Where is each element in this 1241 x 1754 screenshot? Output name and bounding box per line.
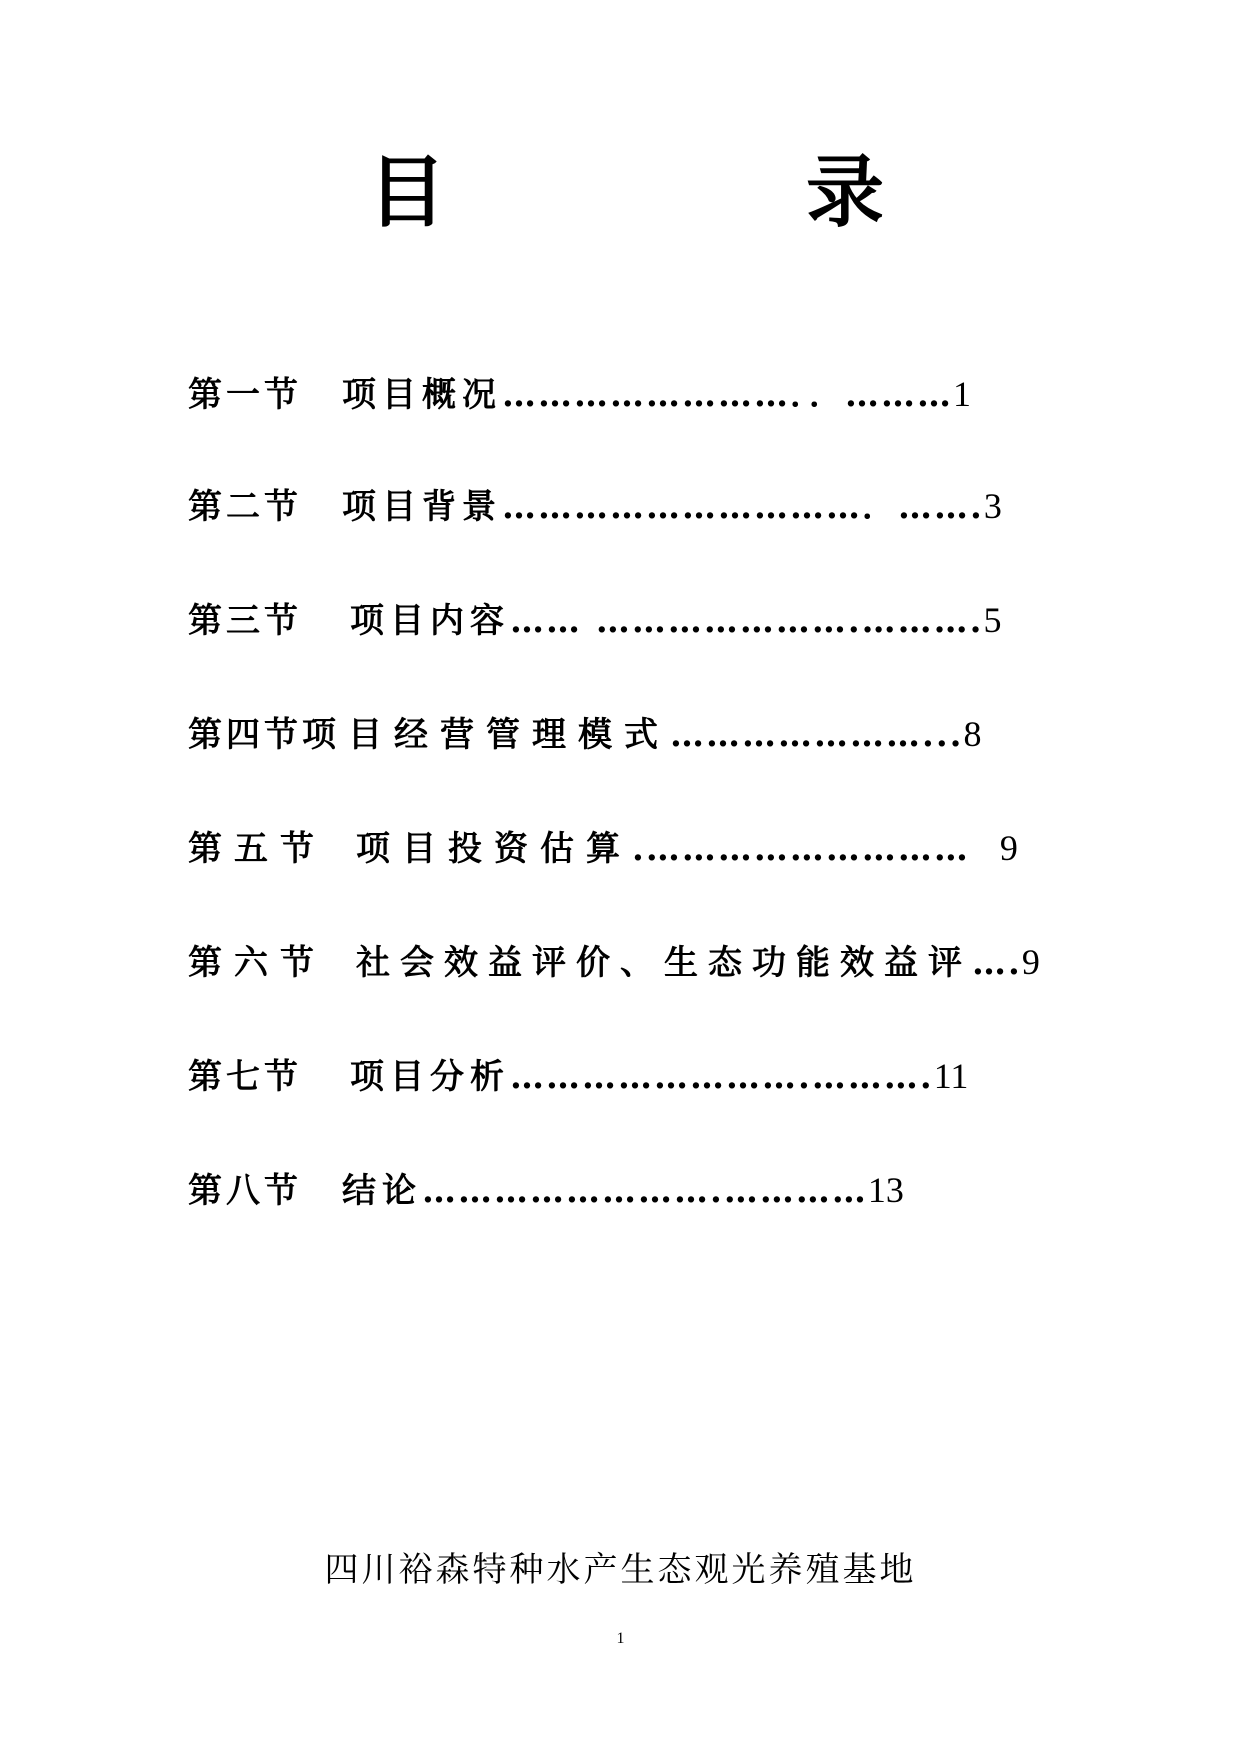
toc-page-number: 13: [867, 1170, 904, 1210]
toc-section-label: 第七节: [188, 1057, 302, 1097]
toc-entry-title: 项目内容: [350, 601, 510, 641]
toc-page-number: 9: [999, 828, 1018, 868]
toc-entry[interactable]: [188, 824, 1058, 872]
toc-entry[interactable]: [188, 1166, 1058, 1214]
toc-page-number: 9: [1021, 942, 1040, 982]
toc-leader-dots: …………………….…………: [422, 1171, 868, 1211]
page-number: 1: [616, 1630, 625, 1647]
toc-page-number: 1: [953, 374, 971, 414]
toc-entry[interactable]: [188, 370, 1058, 418]
toc-section-label: 第三节: [188, 601, 302, 641]
toc-entry[interactable]: [188, 596, 1058, 644]
toc-entry[interactable]: [188, 938, 1058, 986]
toc-section-label: 第二节: [188, 487, 302, 527]
toc-leader-dots: …………………………．…….: [502, 487, 984, 527]
toc-leader-dots: ….: [972, 943, 1022, 983]
toc-page-number: 3: [983, 486, 1002, 526]
toc-title-char-1: 目: [368, 148, 447, 238]
toc-leader-dots: .………………………: [632, 829, 970, 869]
toc-leader-dots: …………………….……….: [510, 1057, 934, 1097]
toc-entry[interactable]: [188, 1052, 1058, 1100]
toc-leader-dots: ……………………．．………: [502, 375, 953, 415]
toc-section-label: 第五节: [188, 829, 326, 869]
organization-name: 四川裕森特种水产生态观光养殖基地: [324, 1550, 917, 1590]
toc-section-label: 第一节: [188, 375, 302, 415]
toc-page-number: 5: [983, 600, 1002, 640]
toc-entry[interactable]: [188, 710, 1058, 758]
toc-entry-title: 结论: [342, 1171, 422, 1211]
toc-leader-dots: …… ………………….……….: [510, 601, 984, 641]
toc-leader-dots: …………………...: [670, 715, 964, 755]
toc-section-label: 第八节: [188, 1171, 302, 1211]
toc-page-number: 11: [933, 1056, 969, 1096]
toc-entry-title: 项目分析: [350, 1057, 510, 1097]
toc-entry-title: 项目投资估算: [356, 829, 632, 869]
toc-title-char-2: 录: [806, 148, 885, 238]
toc-entry-title: 社会效益评价、生态功能效益评: [356, 943, 972, 983]
toc-section-label: 第四节: [188, 715, 302, 755]
toc-entry[interactable]: [188, 482, 1058, 530]
toc-page-number: 8: [963, 714, 982, 754]
toc-entry-title: 项目背景: [342, 487, 502, 527]
toc-entry-title: 项目概况: [342, 375, 502, 415]
toc-entry-title: 项目经营管理模式: [302, 715, 670, 755]
toc-section-label: 第六节: [188, 943, 326, 983]
